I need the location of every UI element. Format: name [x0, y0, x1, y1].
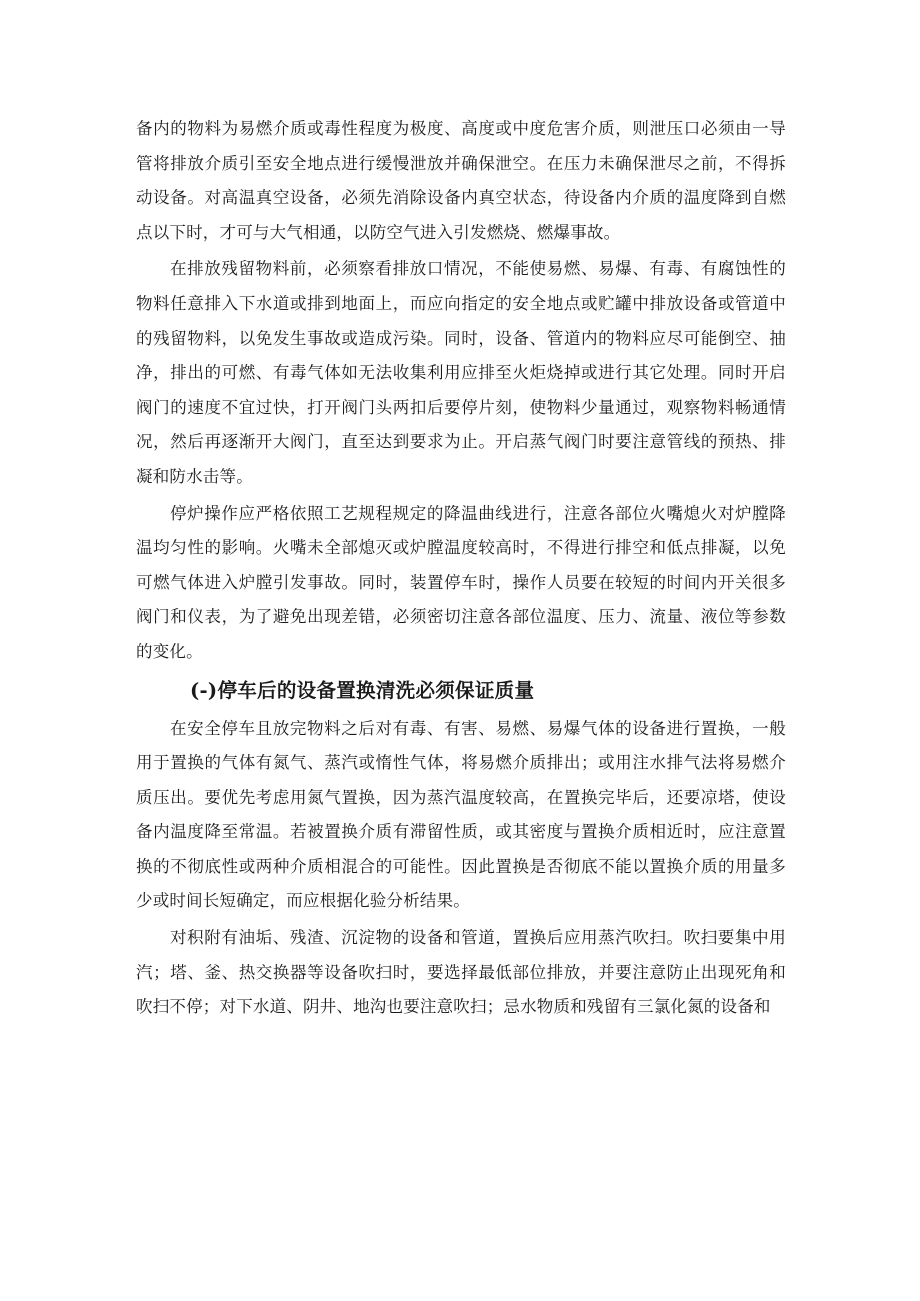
paragraph-1: 备内的物料为易燃介质或毒性程度为极度、高度或中度危害介质，则泄压口必须由一导管将排放介质引至安全地点进行缓慢泄放并确保泄空。在压力未确保泄尽之前，不得拆动设备。对高温真空设备，必须先消除设备内真空状态，待设备内介质的温度降到自燃点以下时，才可与大气相通，以防空气进入引发燃烧、燃爆事故。 — [136, 119, 786, 242]
paragraph-2: 在排放残留物料前，必须察看排放口情况，不能使易燃、易爆、有毒、有腐蚀性的物料任意排入下水道或排到地面上，而应向指定的安全地点或贮罐中排放设备或管道中的残留物料，以免发生事故或造成污染。同时，设备、管道内的物料应尽可能倒空、抽净，排出的可燃、有毒气体如无法收集利用应排至火炬烧掉或进行其它处理。同时开启阀门的速度不宜过快，打开阀门头两扣后要停片刻，使物料少量通过，观察物料畅通情况，然后再逐渐开大阀门，直至达到要求为止。开启蒸气阀门时要注意管线的预热、排凝和防水击等。 — [136, 259, 786, 486]
section-heading: (-)停车后的设备置换清洗必须保证质量 — [190, 678, 535, 702]
paragraph-4: 在安全停车且放完物料之后对有毒、有害、易燃、易爆气体的设备进行置换，一般用于置换的气体有氮气、蒸汽或惰性气体，将易燃介质排出；或用注水排气法将易燃介质压出。要优先考虑用氮气置换，因为蒸汽温度较高，在置换完毕后，还要凉塔，使设备内温度降至常温。若被置换介质有滞留性质，或其密度与置换介质相近时，应注意置换的不彻底性或两种介质相混合的可能性。因此置换是否彻底不能以置换介质的用量多少或时间长短确定，而应根据化验分析结果。 — [136, 718, 786, 911]
paragraph-3: 停炉操作应严格依照工艺规程规定的降温曲线进行，注意各部位火嘴熄火对炉膛降温均匀性的影响。火嘴未全部熄灭或炉膛温度较高时，不得进行排空和低点排凝，以免可燃气体进入炉膛引发事故。同时，装置停车时，操作人员要在较短的时间内开关很多阀门和仪表，为了避免出现差错，必须密切注意各部位温度、压力、流量、液位等参数的变化。 — [136, 503, 786, 661]
paragraph-5: 对积附有油垢、残渣、沉淀物的设备和管道，置换后应用蒸汽吹扫。吹扫要集中用汽；塔、釜、热交换器等设备吹扫时，要选择最低部位排放，并要注意防止出现死角和吹扫不停；对下水道、阴井、地沟也要注意吹扫；忌水物质和残留有三氯化氮的设备和 — [136, 928, 786, 1017]
document-page — [136, 112, 786, 1025]
